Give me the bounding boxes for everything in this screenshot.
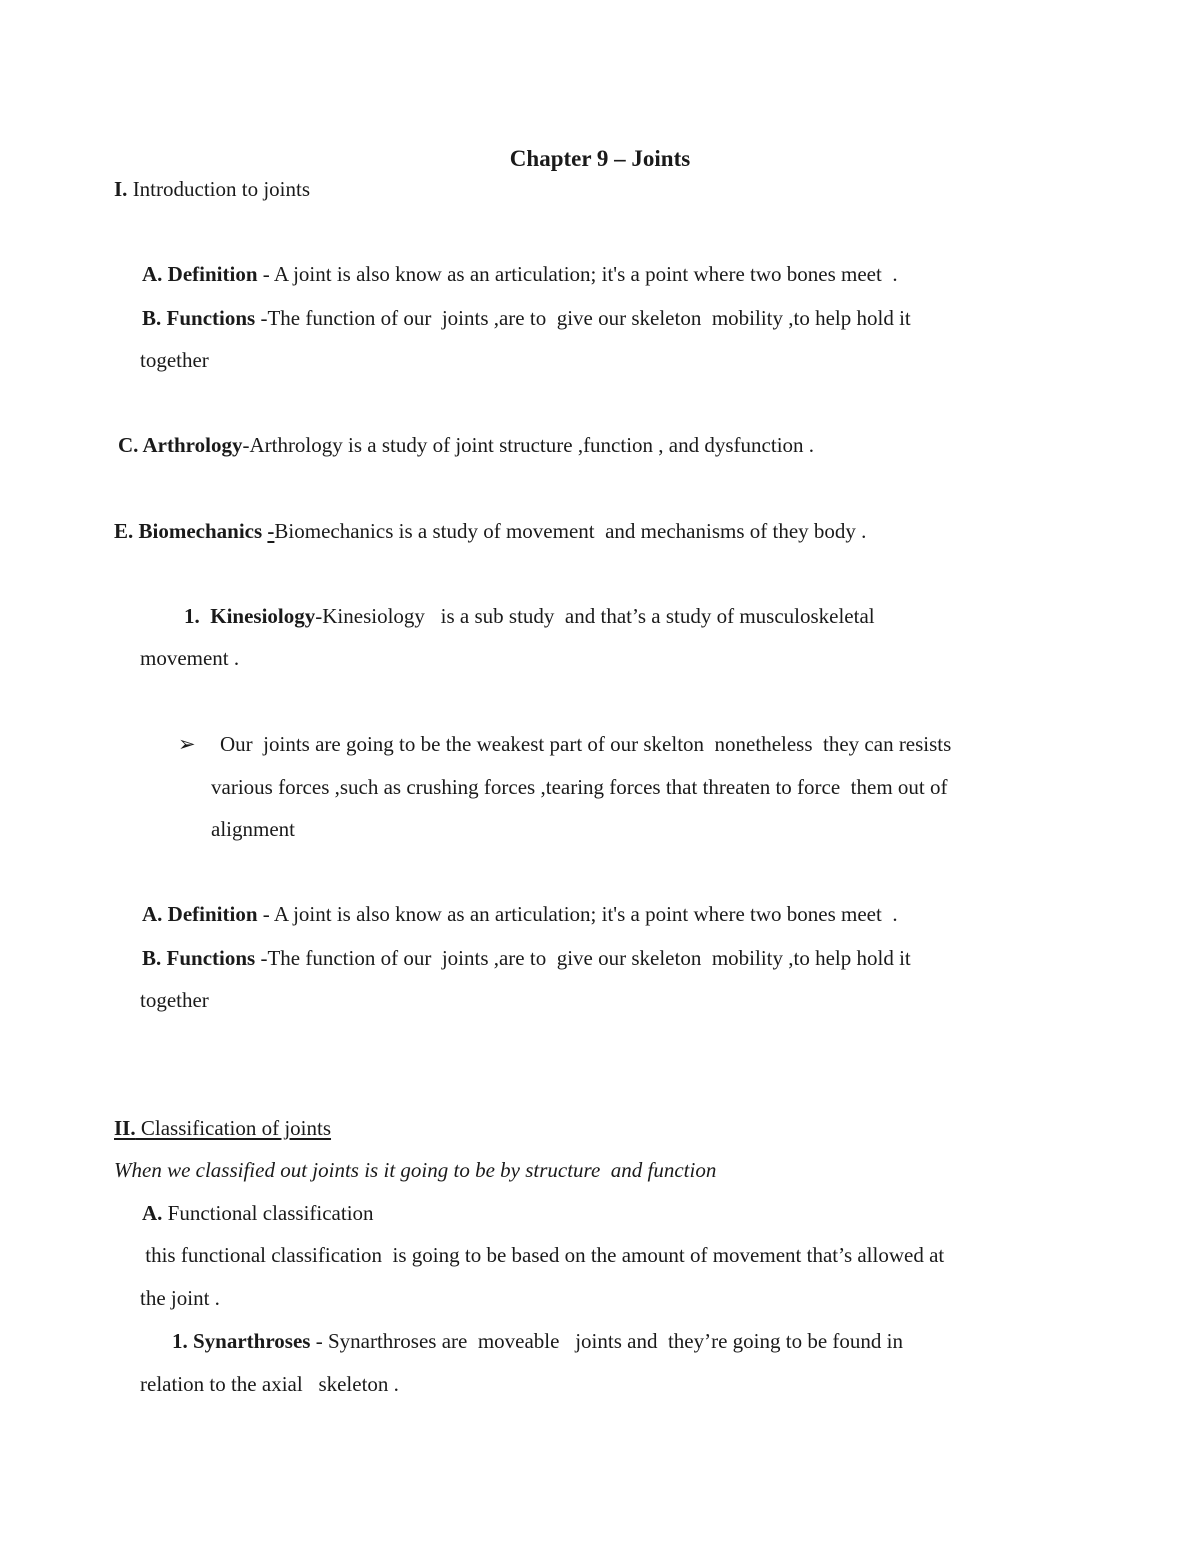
functions-continuation: together — [140, 348, 209, 372]
arthrology-label: C. Arthrology — [118, 433, 243, 457]
kinesiology-text: -Kinesiology is a sub study and that’s a study of musculoskeletal — [315, 604, 875, 628]
classification-intro: When we classified out joints is it going to be by structure and function — [114, 1158, 717, 1182]
biomechanics-text: Biomechanics is a study of movement and mechanisms of they body . — [274, 519, 867, 543]
arrow-bullet-icon: ➢ — [178, 732, 196, 756]
page-title: Chapter 9 – Joints — [509, 146, 691, 171]
section-heading-introduction — [114, 177, 310, 201]
functions-text: -The function of our joints ,are to give our skeleton mobility ,to help hold it — [255, 306, 911, 330]
functional-classification-heading — [142, 1201, 374, 1225]
functions-text: -The function of our joints ,are to give our skeleton mobility ,to help hold it — [255, 946, 911, 970]
synarthroses-label: 1. Synarthroses — [172, 1329, 311, 1353]
biomechanics-item — [114, 519, 866, 543]
functional-label: A. — [142, 1201, 163, 1225]
functions-item — [142, 946, 911, 970]
definition-item — [142, 262, 898, 286]
functional-description-line-1: this functional classification is going to be based on the amount of movement that’s allowed at — [140, 1243, 945, 1267]
bullet-text-line-2: various forces ,such as crushing forces ,tearing forces that threaten to force them out of — [211, 775, 948, 799]
biomechanics-label: E. Biomechanics — [114, 519, 268, 543]
bullet-text-line-1: Our joints are going to be the weakest part of our skelton nonetheless they can resists — [220, 732, 952, 756]
definition-label: A. Definition — [142, 902, 258, 926]
definition-text: - A joint is also know as an articulation; it's a point where two bones meet . — [257, 902, 898, 926]
functions-item — [142, 306, 911, 330]
functions-label: B. Functions — [142, 946, 256, 970]
synarthroses-item — [172, 1329, 903, 1353]
bullet-text-line-3: alignment — [211, 817, 295, 841]
section-title: Classification of joints — [135, 1116, 332, 1140]
synarthroses-continuation: relation to the axial skeleton . — [140, 1372, 399, 1396]
section-number: II. — [114, 1116, 136, 1140]
section-number: I. — [114, 177, 128, 201]
definition-label: A. Definition — [142, 262, 258, 286]
biomechanics-dash: - — [267, 519, 275, 543]
section-heading-classification — [114, 1116, 331, 1140]
section-title: Introduction to joints — [127, 177, 311, 201]
kinesiology-continuation: movement . — [140, 646, 240, 670]
synarthroses-text: - Synarthroses are moveable joints and they’re going to be found in — [310, 1329, 903, 1353]
kinesiology-item — [184, 604, 875, 628]
definition-item — [142, 902, 898, 926]
kinesiology-label: 1. Kinesiology — [184, 604, 316, 628]
definition-text: - A joint is also know as an articulation; it's a point where two bones meet . — [257, 262, 898, 286]
functions-continuation: together — [140, 988, 209, 1012]
functions-label: B. Functions — [142, 306, 256, 330]
arthrology-text: -Arthrology is a study of joint structure ,function , and dysfunction . — [242, 433, 815, 457]
arthrology-item — [118, 433, 814, 457]
functional-title: Functional classification — [162, 1201, 374, 1225]
bullet-item — [178, 732, 951, 756]
functional-description-line-2: the joint . — [140, 1286, 220, 1310]
